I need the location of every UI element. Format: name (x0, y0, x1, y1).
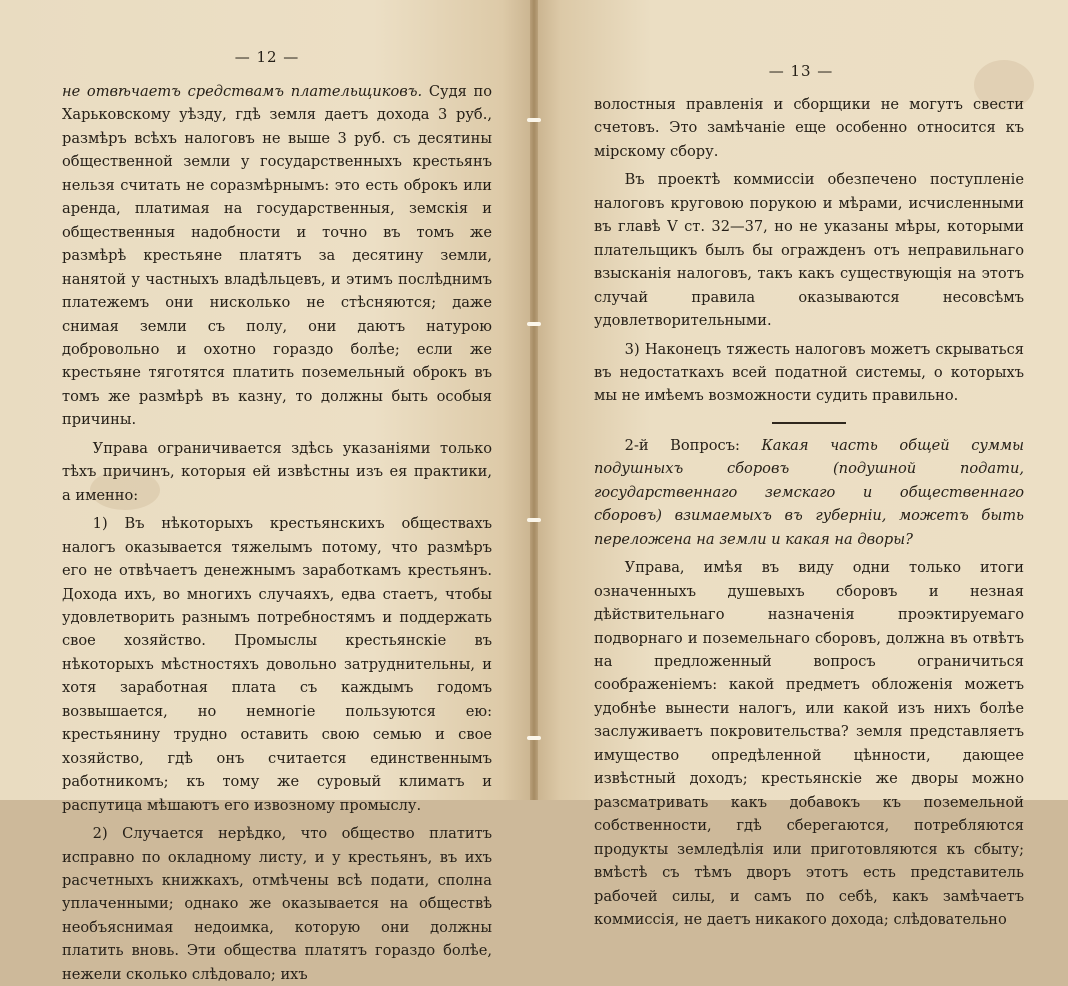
binding-stitch (527, 118, 541, 122)
paragraph: 3) Наконецъ тяжесть налоговъ можетъ скрываться въ недостаткахъ всей податной системы, о которыхъ мы не имѣемъ возможности судить правильно. (594, 340, 1024, 405)
binding-stitch (527, 322, 541, 326)
paragraph: Управа, имѣя въ виду одни только итоги означенныхъ душевыхъ сборовъ и незная дѣйствительнаго назначенія проэктируемаго подворнаго и поземельнаго сборовъ, должна въ отвѣтъ на предложенный вопросъ ограничиться соображеніемъ: какой предметъ обложенія можетъ удобнѣе вынести налогъ, или какой изъ нихъ болѣе заслуживаетъ покровительства? земля представляетъ имущество опредѣленной цѣнности, дающее извѣстный доходъ; крестьянскіе же дворы можно разсматривать какъ добавокъ къ поземельной собственности, гдѣ сберегаются, потребляются продукты земледѣлія или приготовляются къ сбыту; вмѣстѣ съ тѣмъ дворъ этотъ есть представитель рабочей силы, и самъ по себѣ, какъ замѣчаетъ коммиссія, не даетъ никакого дохода; слѣдовательно (594, 559, 1024, 928)
paragraph-text: Судя по Харьковскому уѣзду, гдѣ земля даетъ дохода 3 руб., размѣръ всѣхъ налоговъ не выше 3 руб. съ десятины общественной земли у государственныхъ крестьянъ нельзя считать не соразмѣрнымъ: это есть оброкъ или аренда, платимая на государственныя, земскія и общественныя надобности и точно въ томъ же размѣрѣ крестьяне платятъ за десятину земли, нанятой у частныхъ владѣльцевъ, и этимъ послѣднимъ платежемъ они нисколько не стѣсняются; даже снимая земли съ полу, они даютъ натурою добровольно и охотно гораздо болѣе; если же крестьяне тяготятся платить поземельный оброкъ въ томъ же размѣрѣ въ казну, то должны быть особыя причины. (62, 83, 492, 429)
italic-phrase: не отвѣчаетъ средствамъ плательщиковъ. (62, 83, 423, 100)
page-number-right: — 13 — (768, 62, 834, 80)
right-page (534, 0, 1068, 928)
question-paragraph (594, 434, 1024, 551)
paragraph: Управа ограничивается здѣсь указаніями только тѣхъ причинъ, которыя ей извѣстны изъ ея практики, а именно: (62, 439, 492, 504)
left-page (0, 0, 534, 983)
binding-stitch (527, 736, 541, 740)
paragraph: волостныя правленія и сборщики не могутъ свести счетовъ. Это замѣчаніе еще особенно относится къ мірскому сбору. (594, 96, 1024, 160)
page-number-left: — 12 — (234, 48, 300, 66)
right-page-text (594, 93, 1024, 931)
paragraph: 1) Въ нѣкоторыхъ крестьянскихъ обществахъ налогъ оказывается тяжелымъ потому, что размѣръ его не отвѣчаетъ денежнымъ заработкамъ крестьянъ. Дохода ихъ, во многихъ случаяхъ, едва стаетъ, чтобы удовлетворить разнымъ потребностямъ и поддержать свое хозяйство. Промыслы крестьянскіе въ нѣкоторыхъ мѣстностяхъ довольно затруднительны, и хотя заработная плата съ каждымъ годомъ возвышается, но немногіе пользуются ею: крестьянину трудно оставить свою семью и свое хозяйство, гдѣ онъ считается единственнымъ работникомъ; къ тому же суровый климатъ и распутица мѣшаютъ его извозному промыслу. (62, 515, 492, 814)
paragraph: 2) Случается нерѣдко, что общество платитъ исправно по окладному листу, и у крестьянъ, въ ихъ расчетныхъ книжкахъ, отмѣчены всѣ подати, сполна уплаченными; однако же оказывается на обществѣ необъяснимая недоимка, которую они должны платить вновь. Эти общества платятъ гораздо болѣе, нежели сколько слѣдовало; ихъ (62, 825, 492, 983)
question-lead: 2-й Вопросъ: (624, 436, 762, 454)
paragraph: Въ проектѣ коммиссіи обезпечено поступленіе налоговъ круговою порукою и мѣрами, исчисленными въ главѣ V ст. 32—37, но не указаны мѣры, которыми плательщикъ былъ бы огражденъ отъ неправильнаго взысканія налоговъ, такъ какъ существующія на этотъ случай правила оказываются несовсѣмъ удовлетворительными. (594, 171, 1024, 330)
paragraph (62, 80, 492, 432)
question-text: Какая часть общей суммы подушныхъ сборовъ (подушной подати, государственнаго земскаго и общественнаго сборовъ) взимаемыхъ въ губерніи, можетъ быть переложена на земли и какая на дворы? (594, 436, 1024, 548)
section-divider (772, 422, 846, 424)
left-page-text (62, 80, 492, 986)
binding-stitch (527, 518, 541, 522)
